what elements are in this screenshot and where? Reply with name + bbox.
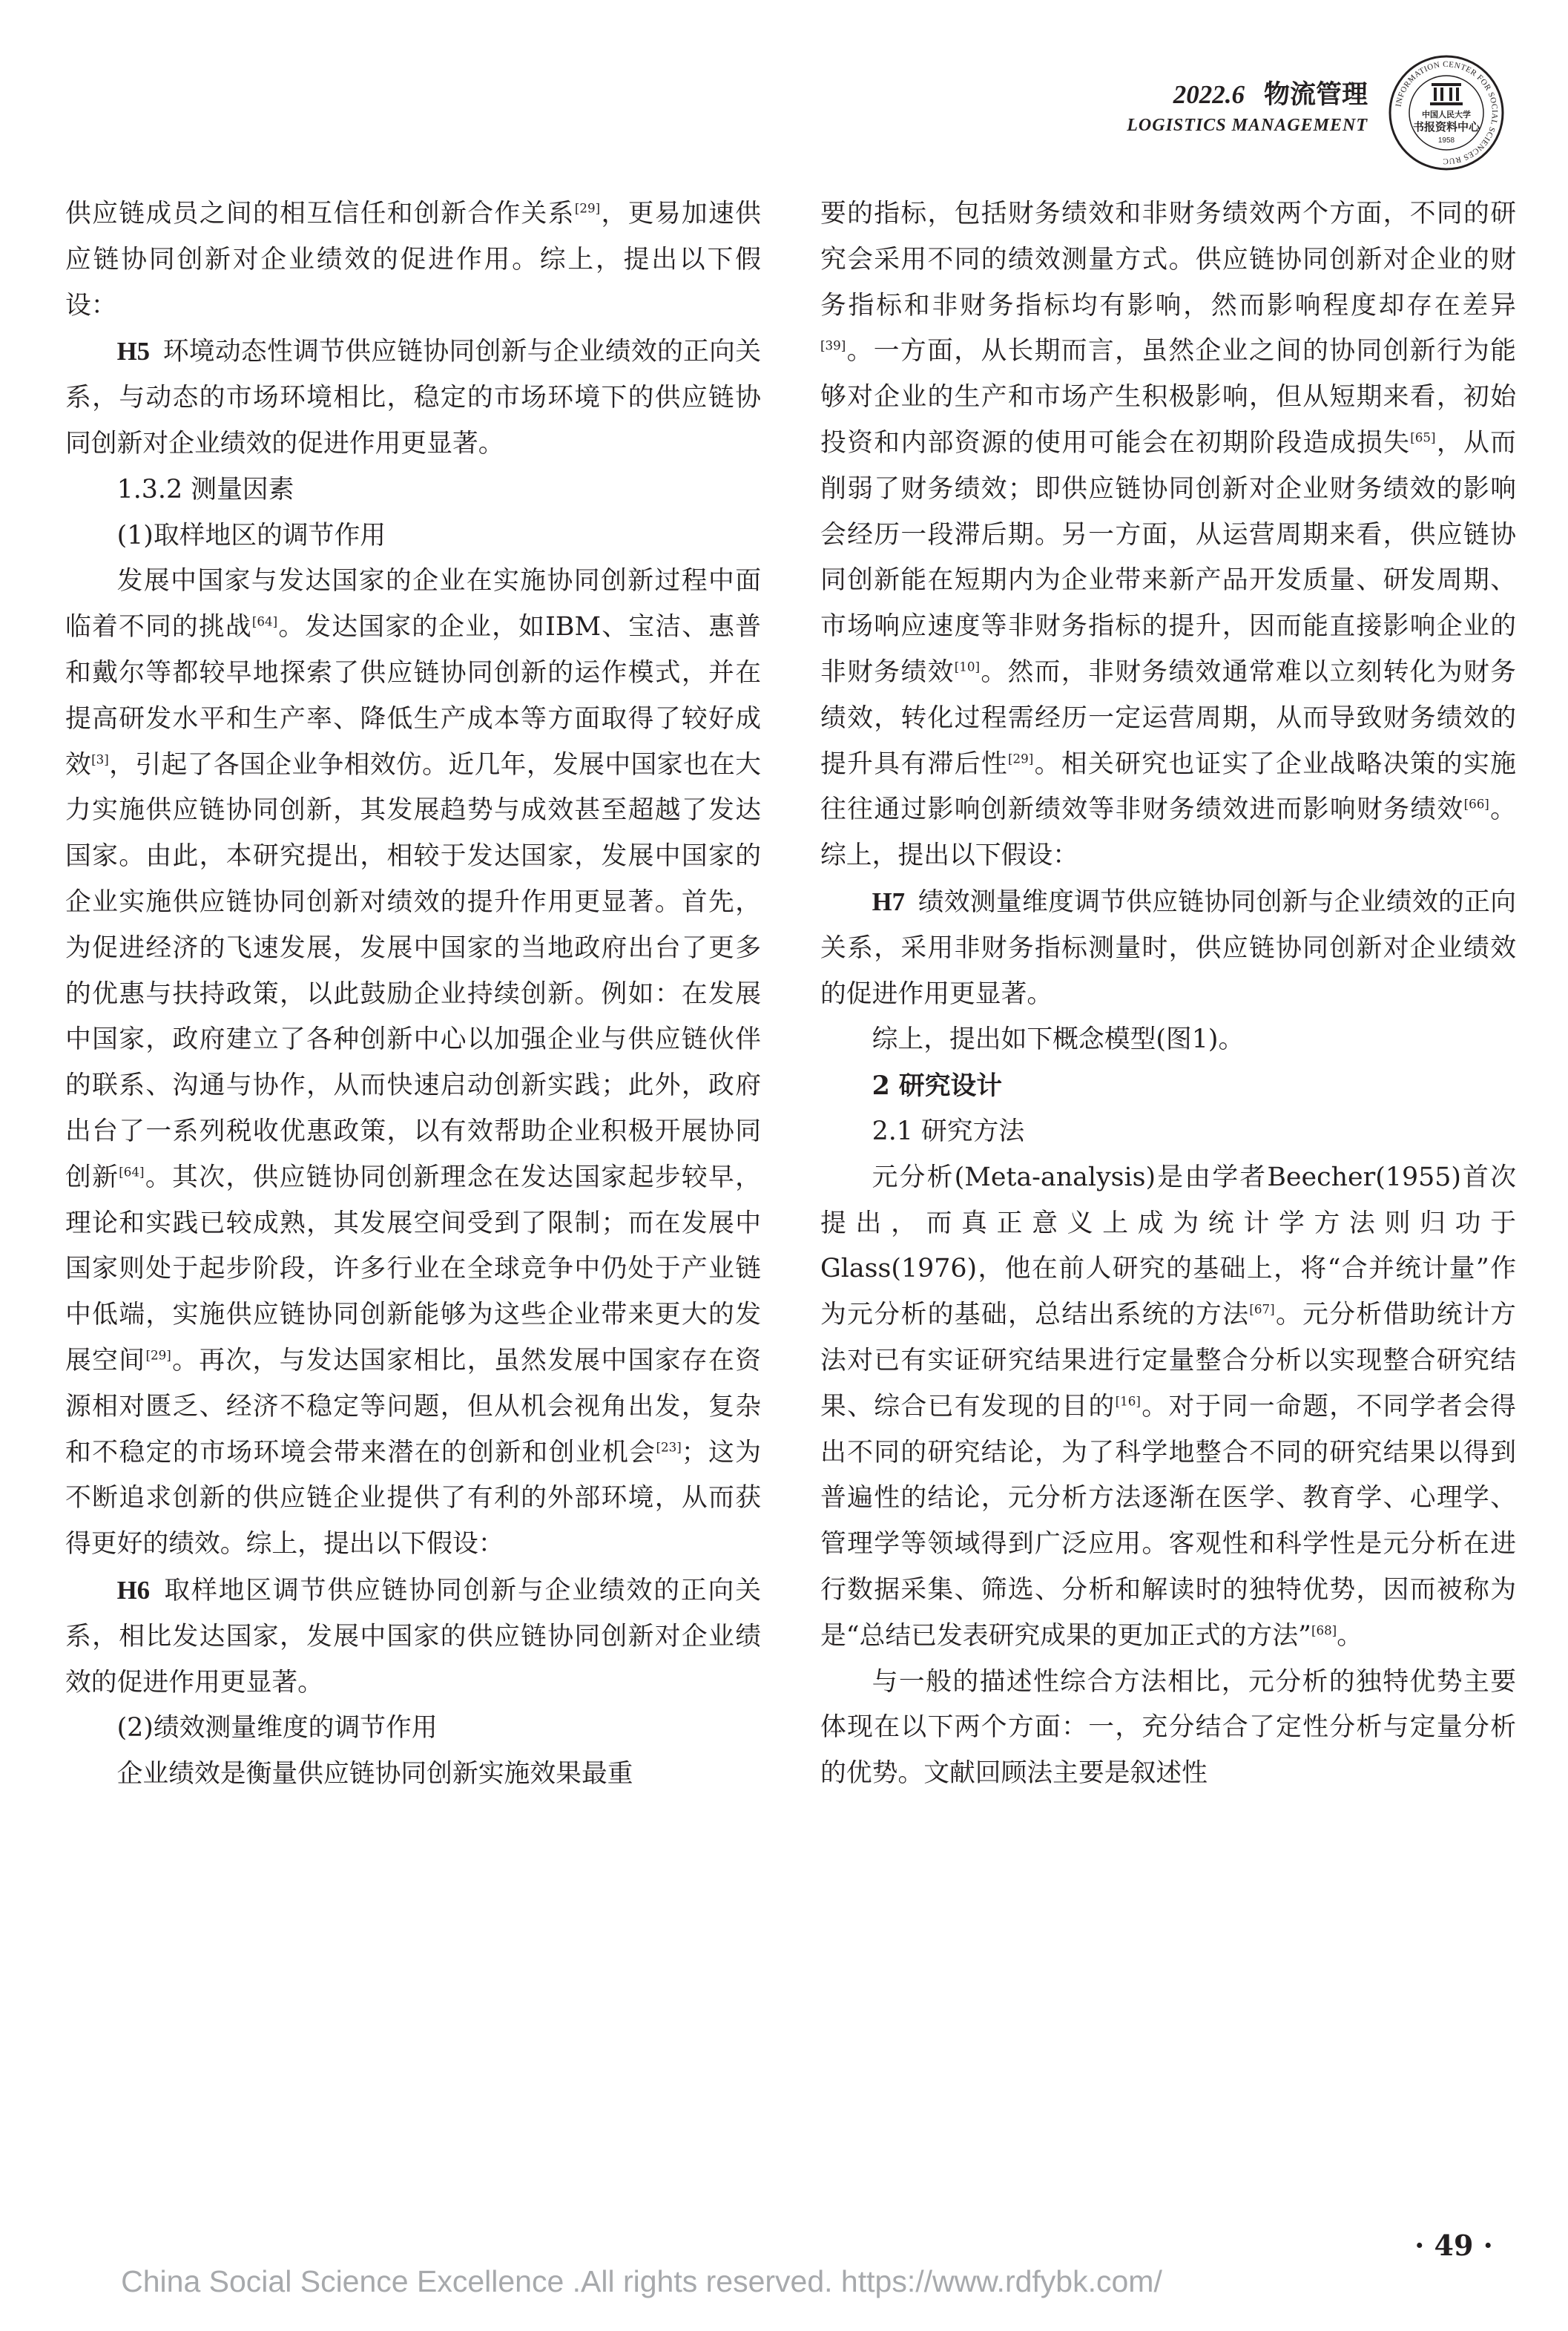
running-header [1098, 77, 1368, 137]
text-segment: 1.3.2 测量因素 [116, 474, 294, 504]
text-segment: 与一般的描述性综合方法相比，元分析的独特优势主要体现在以下两个方面：一，充分结合了定性分析与定量分析的优势。文献回顾法主要是叙述性 [820, 1666, 1516, 1789]
paragraph [65, 559, 761, 1568]
citation-ref: [65] [1410, 430, 1436, 445]
text-segment: 企业绩效是衡量供应链协同创新实施效果最重 [116, 1759, 633, 1789]
text-segment: 。然而，非财务绩效通常难以立刻转化为财务绩效，转化过程需经历一定运营周期，从而导致财务绩效的提升具有滞后性 [820, 657, 1516, 779]
text-segment: 发展中国家与发达国家的企业在实施协同创新过程中面临着不同的挑战 [65, 566, 761, 642]
text-segment: 。发达国家的企业，如IBM、宝洁、惠普和戴尔等都较早地探索了供应链协同创新的运作模式，并在提高研发水平和生产率、降低生产成本等方面取得了较好成效 [65, 612, 761, 780]
citation-ref: [3] [91, 751, 109, 766]
paragraph [820, 1155, 1516, 1660]
paragraph [820, 1063, 1516, 1109]
seal-building-icon [1430, 83, 1463, 105]
text-segment: 。综上，提出以下假设： [820, 795, 1516, 871]
citation-ref: [10] [954, 659, 981, 674]
text-segment: 综上，提出如下概念模型(图1)。 [872, 1025, 1245, 1055]
text-segment: 。再次，与发达国家相比，虽然发展中国家存在资源相对匮乏、经济不稳定等问题，但从机会视角出发，复杂和不稳定的市场环境会带来潜在的创新和创业机会 [65, 1345, 761, 1467]
seal-year: 1958 [1437, 137, 1455, 145]
seal-line1: 中国人民大学 [1422, 110, 1471, 119]
citation-ref: [66] [1463, 796, 1489, 812]
text-segment: 。元分析借助统计方法对已有实证研究结果进行定量整合分析以实现整合研究结果、综合已有发现的目的 [820, 1300, 1516, 1421]
citation-ref: [29] [1008, 750, 1034, 766]
paragraph [65, 329, 761, 467]
text-segment: ，从而削弱了财务绩效；即供应链协同创新对企业财务绩效的影响会经历一段滞后期。另一方面，从运营周期来看，供应链协同创新能在短期内为企业带来新产品开发质量、研发周期、市场响应速度等非财务指标的提升，因而能直接影响企业的非财务绩效 [820, 427, 1516, 687]
seal-ring-text: INFORMATION CENTER FOR SOCIAL SCIENCES RUC [1394, 59, 1500, 166]
text-segment: (2)绩效测量维度的调节作用 [116, 1713, 438, 1743]
right-column [820, 191, 1516, 1797]
issue-number: 2022.6 [1173, 80, 1245, 109]
header-line-cn [1098, 77, 1368, 113]
page-number: · 49 · [1414, 2229, 1493, 2262]
text-segment: (1)取样地区的调节作用 [116, 520, 386, 550]
text-segment: 。其次，供应链协同创新理念在发达国家起步较早，理论和实践已较成熟，其发展空间受到了限制；而在发展中国家则处于起步阶段，许多行业在全球竞争中仍处于产业链中低端，实施供应链协同创新能够为这些企业带来更大的发展空间 [65, 1162, 761, 1375]
paragraph [65, 1752, 761, 1798]
text-segment: ；这为不断追求创新的供应链企业提供了有利的外部环境，从而获得更好的绩效。综上，提出以下假设： [65, 1437, 761, 1559]
text-segment: 取样地区调节供应链协同创新与企业绩效的正向关系，相比发达国家，发展中国家的供应链协同创新对企业绩效的促进作用更显著。 [65, 1575, 761, 1697]
text-segment: 元分析(Meta-analysis)是由学者Beecher(1955)首次提出，而真正意义上成为统计学方法则归功于Glass(1976)，他在前人研究的基础上，将“合并统计量”作为元分析的基础，总结出系统的方法 [820, 1162, 1516, 1330]
citation-ref: [23] [656, 1439, 682, 1454]
citation-ref: [29] [574, 200, 601, 216]
paragraph [65, 1706, 761, 1752]
paragraph [820, 1660, 1516, 1797]
hypothesis-label: H6 [116, 1575, 151, 1605]
left-column [65, 191, 761, 1798]
hypothesis-label: H5 [116, 337, 151, 366]
citation-ref: [64] [251, 614, 278, 629]
text-segment: 绩效测量维度调节供应链协同创新与企业绩效的正向关系，采用非财务指标测量时，供应链协同创新对企业绩效的促进作用更显著。 [820, 887, 1516, 1009]
citation-ref: [39] [820, 338, 846, 353]
journal-title-cn: 物流管理 [1263, 79, 1368, 110]
paragraph [65, 513, 761, 559]
journal-title-en: LOGISTICS MANAGEMENT [1127, 116, 1368, 135]
text-segment: 。一方面，从长期而言，虽然企业之间的协同创新行为能够对企业的生产和市场产生积极影响，但从短期来看，初始投资和内部资源的使用可能会在初期阶段造成损失 [820, 336, 1516, 458]
paragraph [820, 1109, 1516, 1155]
text-segment: 。对于同一命题，不同学者会得出不同的研究结论，为了科学地整合不同的研究结果以得到普遍性的结论，元分析方法逐渐在医学、教育学、心理学、管理学等领域得到广泛应用。客观性和科学性是元分析在进行数据采集、筛选、分析和解读时的独特优势，因而被称为是“总结已发表研究成果的更加正式的方法” [820, 1391, 1516, 1651]
text-segment: 2 研究设计 [872, 1071, 1003, 1102]
text-segment: 供应链成员之间的相互信任和创新合作关系 [65, 199, 575, 229]
paragraph [820, 1017, 1516, 1063]
text-segment: 2.1 研究方法 [872, 1116, 1025, 1146]
paragraph [65, 191, 761, 329]
citation-ref: [16] [1115, 1393, 1141, 1409]
text-segment: 。相关研究也证实了企业战略决策的实施往往通过影响创新绩效等非财务绩效进而影响财务绩效 [820, 749, 1516, 825]
seal-line2: 书报资料中心 [1412, 120, 1480, 134]
text-segment: 。 [1337, 1620, 1363, 1651]
citation-ref: [68] [1311, 1623, 1337, 1638]
paragraph [820, 879, 1516, 1017]
paragraph [820, 191, 1516, 879]
paragraph [65, 467, 761, 513]
text-segment: 要的指标，包括财务绩效和非财务绩效两个方面，不同的研究会采用不同的绩效测量方式。供应链协同创新对企业的财务指标和非财务指标均有影响，然而影响程度却存在差异 [820, 199, 1516, 320]
footer-watermark: China Social Science Excellence .All rights reserved. https://www.rdfybk.com/ [121, 2264, 1162, 2298]
publisher-seal-logo [1387, 53, 1506, 172]
hypothesis-label: H7 [872, 887, 906, 916]
paragraph [65, 1568, 761, 1706]
citation-ref: [29] [145, 1347, 171, 1363]
text-segment: ，引起了各国企业争相效仿。近几年，发展中国家也在大力实施供应链协同创新，其发展趋势与成效甚至超越了发达国家。由此，本研究提出，相较于发达国家，发展中国家的企业实施供应链协同创新对绩效的提升作用更显著。首先，为促进经济的飞速发展，发展中国家的当地政府出台了更多的优惠与扶持政策，以此鼓励企业持续创新。例如：在发展中国家，政府建立了各种创新中心以加强企业与供应链伙伴的联系、沟通与协作，从而快速启动创新实践；此外，政府出台了一系列税收优惠政策，以有效帮助企业积极开展协同创新 [65, 749, 761, 1192]
text-segment: ，更易加速供应链协同创新对企业绩效的促进作用。综上，提出以下假设： [65, 199, 761, 320]
citation-ref: [67] [1249, 1301, 1275, 1317]
text-segment: 环境动态性调节供应链协同创新与企业绩效的正向关系，与动态的市场环境相比，稳定的市场环境下的供应链协同创新对企业绩效的促进作用更显著。 [65, 337, 761, 458]
citation-ref: [64] [119, 1164, 145, 1180]
